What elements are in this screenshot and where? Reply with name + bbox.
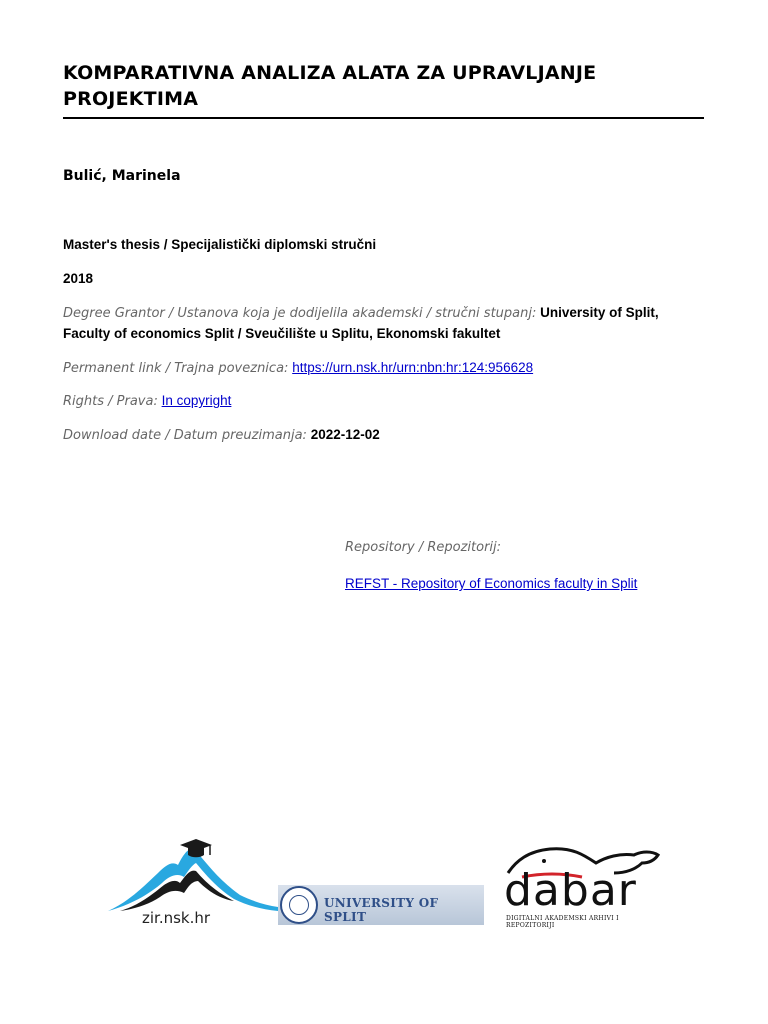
dabar-logo-text: dabar <box>504 865 637 916</box>
dabar-logo[interactable] <box>502 843 664 933</box>
mountain-graduation-cap-icon <box>100 835 280 915</box>
author-name: Bulić, Marinela <box>63 168 181 184</box>
download-date-value: 2022-12-02 <box>310 427 380 442</box>
permanent-link-url[interactable]: https://urn.nsk.hr/urn:nbn:hr:124:956628 <box>292 360 534 375</box>
degree-grantor-value: University of Split, Faculty of economics Split / Sveučilište u Splitu, Ekonomski fakultet <box>63 305 659 341</box>
university-of-split-text: UNIVERSITY OF SPLIT <box>324 896 439 924</box>
repository-link[interactable]: REFST - Repository of Economics faculty in Split <box>345 576 638 591</box>
degree-grantor <box>63 303 703 344</box>
document-type: Master's thesis / Specijalistički diplomski stručni <box>63 237 377 252</box>
rights-label: Rights / Prava: <box>63 394 158 409</box>
repository-label: Repository / Repozitorij: <box>345 540 502 555</box>
download-date-label: Download date / Datum preuzimanja: <box>63 428 307 443</box>
zir-logo-text: zir.nsk.hr <box>142 909 211 927</box>
document-title: KOMPARATIVNA ANALIZA ALATA ZA UPRAVLJANJE PROJEKTIMA <box>63 62 597 110</box>
title-divider <box>63 117 704 119</box>
rights <box>63 391 231 412</box>
university-of-split-logo[interactable] <box>278 885 484 925</box>
rights-link[interactable]: In copyright <box>161 393 232 408</box>
permanent-link <box>63 358 533 379</box>
university-seal-icon <box>280 886 318 924</box>
footer-logos <box>100 835 670 935</box>
permanent-link-label: Permanent link / Trajna poveznica: <box>63 361 289 376</box>
download-date <box>63 425 380 446</box>
zir-logo[interactable] <box>100 835 280 930</box>
dabar-logo-subtitle: DIGITALNI AKADEMSKI ARHIVI I REPOZITORIJI <box>506 915 619 929</box>
degree-grantor-label: Degree Grantor / Ustanova koja je dodijelila akademski / stručni stupanj: <box>63 306 537 321</box>
document-year: 2018 <box>63 271 94 286</box>
